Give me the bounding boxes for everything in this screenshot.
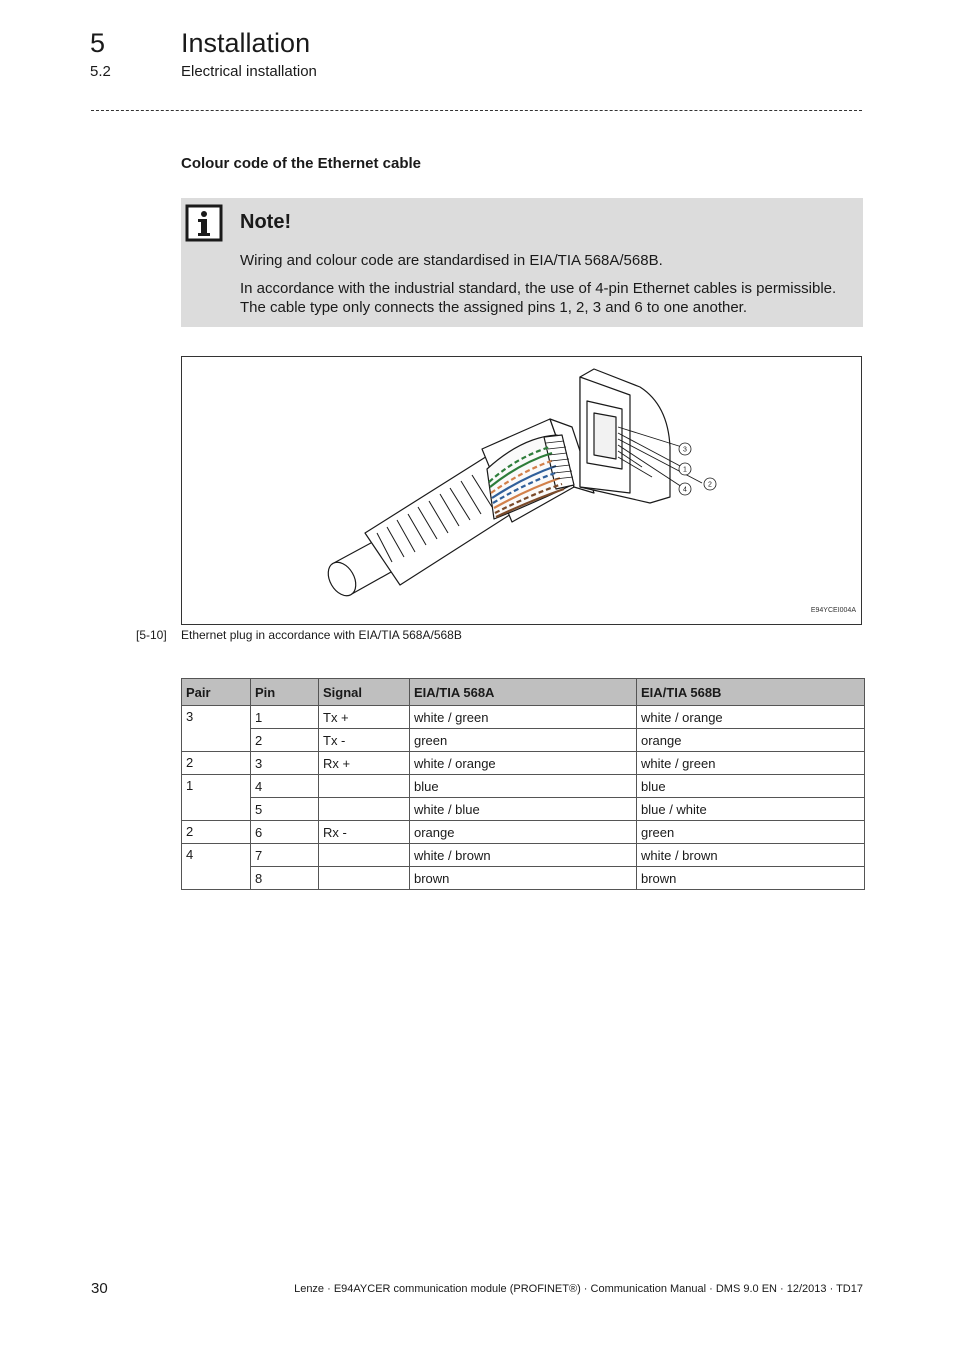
table-row	[182, 867, 865, 890]
section-title: Electrical installation	[181, 63, 317, 80]
eia-568a-cell: white / green	[410, 706, 637, 729]
figure-caption-number: [5-10]	[136, 628, 167, 642]
eia-568a-cell: blue	[410, 775, 637, 798]
table-row	[182, 775, 865, 798]
eia-568b-cell: white / brown	[637, 844, 865, 867]
column-header: EIA/TIA 568A	[410, 679, 637, 706]
figure-caption: Ethernet plug in accordance with EIA/TIA 568A/568B	[181, 628, 462, 642]
pin-cell: 5	[251, 798, 319, 821]
pair-cell: 2	[182, 752, 251, 775]
pin-cell: 1	[251, 706, 319, 729]
signal-cell	[319, 775, 410, 798]
eia-568b-cell: white / orange	[637, 706, 865, 729]
table-row	[182, 821, 865, 844]
note-title: Note!	[240, 211, 292, 233]
pair-cell: 3	[182, 706, 251, 752]
table-header-row	[182, 679, 865, 706]
signal-cell	[319, 867, 410, 890]
eia-568a-cell: green	[410, 729, 637, 752]
eia-568a-cell: orange	[410, 821, 637, 844]
ethernet-plug-illustration	[182, 357, 861, 624]
pin-cell: 4	[251, 775, 319, 798]
signal-cell: Tx -	[319, 729, 410, 752]
column-header: EIA/TIA 568B	[637, 679, 865, 706]
table-row	[182, 729, 865, 752]
eia-568b-cell: blue	[637, 775, 865, 798]
signal-cell: Rx +	[319, 752, 410, 775]
chapter-title: Installation	[181, 28, 311, 58]
eia-568b-cell: white / green	[637, 752, 865, 775]
table-row	[182, 798, 865, 821]
eia-568b-cell: green	[637, 821, 865, 844]
column-header: Pin	[251, 679, 319, 706]
figure-ethernet-plug	[181, 356, 862, 625]
eia-568a-cell: white / brown	[410, 844, 637, 867]
info-icon	[185, 204, 223, 242]
table-row	[182, 752, 865, 775]
pin-label: 1	[683, 466, 687, 474]
page-number: 30	[91, 1280, 108, 1297]
table-row	[182, 706, 865, 729]
figure-id: E94YCEI004A	[810, 607, 856, 614]
pair-cell: 2	[182, 821, 251, 844]
eia-568b-cell: orange	[637, 729, 865, 752]
eia-568b-cell: brown	[637, 867, 865, 890]
pin-cell: 2	[251, 729, 319, 752]
pin-label: 3	[683, 446, 687, 454]
section-number: 5.2	[90, 63, 111, 80]
note-paragraph: In accordance with the industrial standard, the use of 4-pin Ethernet cables is permissible. The cable type only connects the assigned pins 1, 2, 3 and 6 to one another.	[240, 280, 837, 316]
section-heading: Colour code of the Ethernet cable	[181, 155, 422, 172]
eia-568a-cell: white / blue	[410, 798, 637, 821]
eia-568a-cell: white / orange	[410, 752, 637, 775]
footer-text: Lenze · E94AYCER communication module (PROFINET®) · Communication Manual · DMS 9.0 EN · 12/2013 · TD17	[294, 1283, 863, 1295]
header-divider	[91, 110, 862, 111]
pair-cell: 1	[182, 775, 251, 821]
column-header: Signal	[319, 679, 410, 706]
pin-cell: 6	[251, 821, 319, 844]
chapter-number: 5	[90, 28, 106, 58]
signal-cell	[319, 844, 410, 867]
eia-568b-cell: blue / white	[637, 798, 865, 821]
pin-cell: 7	[251, 844, 319, 867]
signal-cell: Rx -	[319, 821, 410, 844]
pin-label: 2	[708, 481, 712, 489]
pin-cell: 3	[251, 752, 319, 775]
pin-label: 4	[683, 486, 687, 494]
signal-cell	[319, 798, 410, 821]
note-box	[181, 198, 863, 327]
wiring-table	[181, 678, 865, 890]
note-paragraph: Wiring and colour code are standardised in EIA/TIA 568A/568B.	[240, 252, 663, 269]
signal-cell: Tx +	[319, 706, 410, 729]
pair-cell: 4	[182, 844, 251, 890]
column-header: Pair	[182, 679, 251, 706]
pin-cell: 8	[251, 867, 319, 890]
table-row	[182, 844, 865, 867]
eia-568a-cell: brown	[410, 867, 637, 890]
